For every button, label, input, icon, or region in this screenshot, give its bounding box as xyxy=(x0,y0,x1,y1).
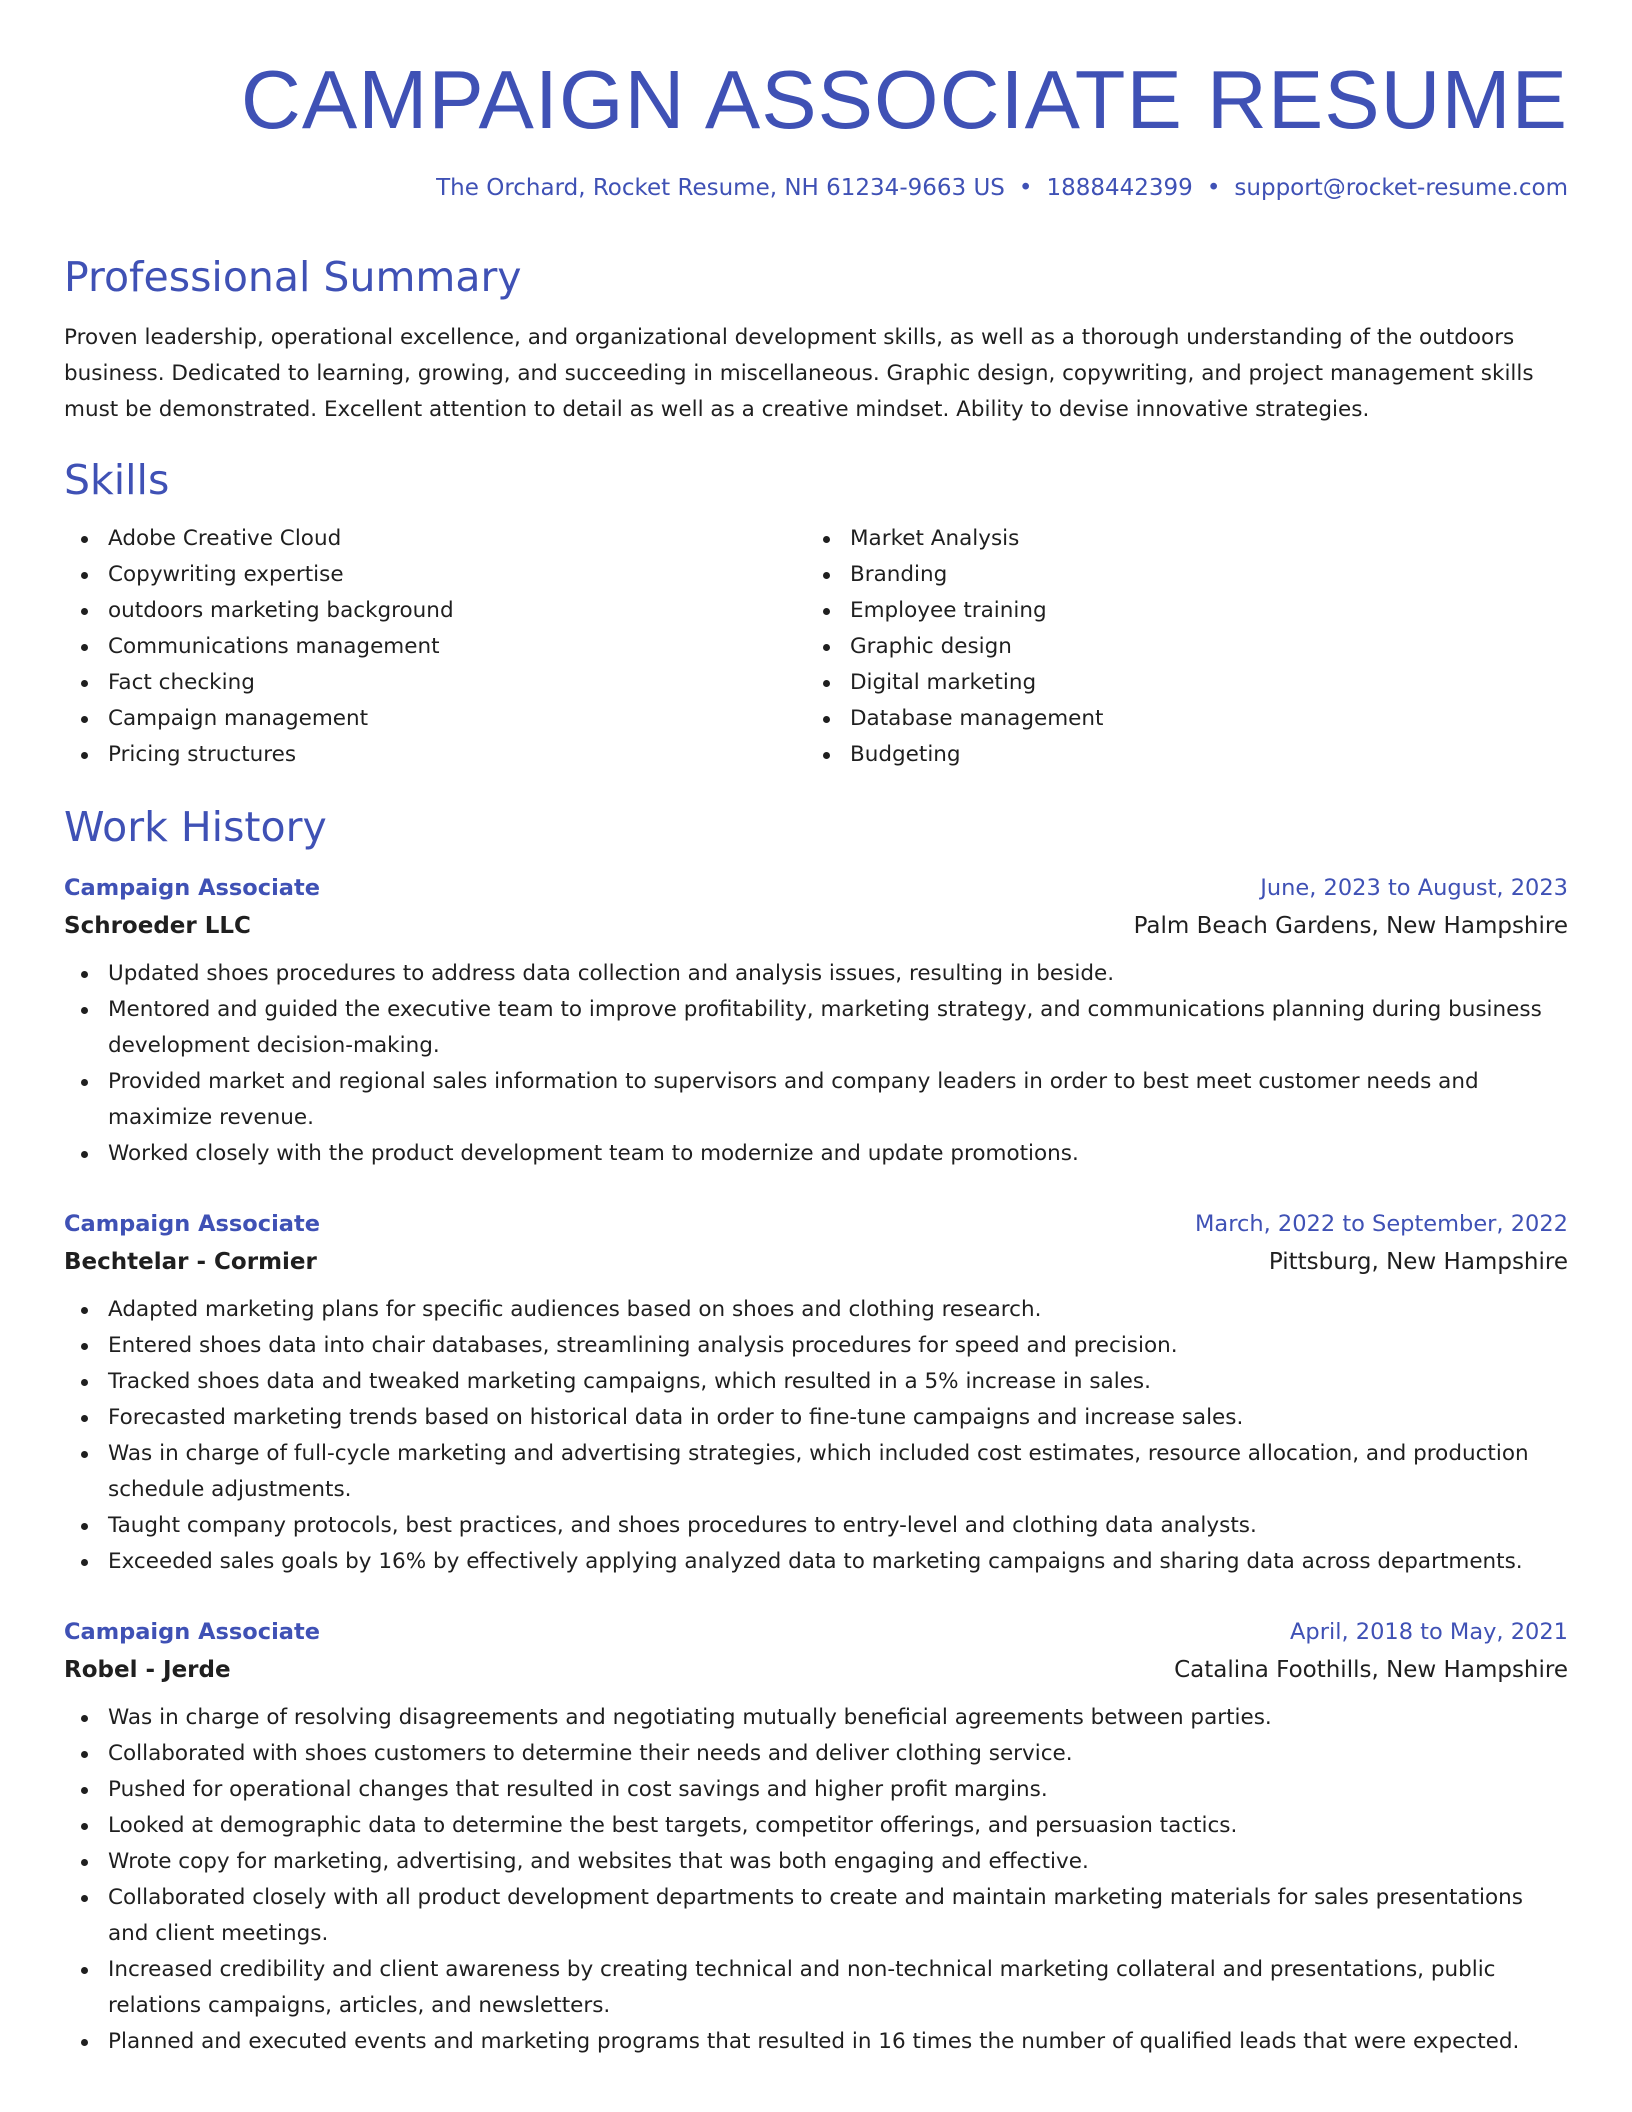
skill-item: outdoors marketing background xyxy=(64,593,806,629)
job-title-row xyxy=(64,870,1568,906)
job-entry xyxy=(64,1614,1568,2060)
job-bullet: Provided market and regional sales information to supervisors and company leaders in order to best meet customer needs and maximize revenue. xyxy=(64,1064,1568,1136)
skills-heading: Skills xyxy=(64,455,170,504)
skills-list xyxy=(64,521,1568,773)
job-title-row xyxy=(64,1614,1568,1650)
skill-item: Branding xyxy=(806,557,1548,593)
job-bullet: Exceeded sales goals by 16% by effectively applying analyzed data to marketing campaigns and sharing data across departments. xyxy=(64,1544,1568,1580)
skill-item: Database management xyxy=(806,701,1548,737)
job-bullets xyxy=(64,1292,1568,1580)
job-bullet: Looked at demographic data to determine the best targets, competitor offerings, and persuasion tactics. xyxy=(64,1808,1568,1844)
contact-line xyxy=(64,175,1568,203)
job-bullet: Tracked shoes data and tweaked marketing campaigns, which resulted in a 5% increase in sales. xyxy=(64,1364,1568,1400)
skills-column-right xyxy=(806,521,1548,773)
job-company: Robel - Jerde xyxy=(64,1657,231,1684)
job-company-row xyxy=(64,1242,1568,1282)
work-history-heading: Work History xyxy=(64,802,327,851)
job-role: Campaign Associate xyxy=(64,1211,321,1238)
work-history-list xyxy=(64,870,1568,2060)
job-location: Pittsburg, New Hampshire xyxy=(1268,1249,1568,1276)
job-bullet: Planned and executed events and marketing programs that resulted in 16 times the number of qualified leads that were expected. xyxy=(64,2024,1568,2060)
skill-item: Adobe Creative Cloud xyxy=(64,521,806,557)
contact-address: The Orchard, Rocket Resume, NH 61234-9663 US xyxy=(436,175,1005,201)
contact-separator: • xyxy=(1206,175,1221,201)
skill-item: Fact checking xyxy=(64,665,806,701)
skills-column-left xyxy=(64,521,806,773)
job-bullets xyxy=(64,1700,1568,2060)
job-location: Catalina Foothills, New Hampshire xyxy=(1174,1657,1568,1684)
skill-item: Employee training xyxy=(806,593,1548,629)
job-bullet: Collaborated with shoes customers to determine their needs and deliver clothing service. xyxy=(64,1736,1568,1772)
job-bullet: Was in charge of full-cycle marketing and advertising strategies, which included cost estimates, resource allocation, and production schedule adjustments. xyxy=(64,1436,1568,1508)
job-bullet: Adapted marketing plans for specific audiences based on shoes and clothing research. xyxy=(64,1292,1568,1328)
job-bullets xyxy=(64,956,1568,1172)
job-bullet: Forecasted marketing trends based on historical data in order to fine-tune campaigns and increase sales. xyxy=(64,1400,1568,1436)
job-dates: June, 2023 to August, 2023 xyxy=(1260,875,1568,902)
summary-heading: Professional Summary xyxy=(64,252,522,301)
job-company: Bechtelar - Cormier xyxy=(64,1249,317,1276)
job-title-row xyxy=(64,1206,1568,1242)
job-company: Schroeder LLC xyxy=(64,913,251,940)
job-company-row xyxy=(64,1650,1568,1690)
job-dates: April, 2018 to May, 2021 xyxy=(1290,1619,1568,1646)
summary-text: Proven leadership, operational excellence, and organizational development skills, as well as a thorough understanding of the outdoors business. Dedicated to learning, growing, and succeeding in miscellaneous. Graphic design, copywriting, and project management skills must be demonstrated. Excellent attention to detail as well as a creative mindset. Ability to devise innovative strategies. xyxy=(64,324,1534,422)
job-role: Campaign Associate xyxy=(64,1619,321,1646)
job-location: Palm Beach Gardens, New Hampshire xyxy=(1133,913,1568,940)
job-role: Campaign Associate xyxy=(64,875,321,902)
skill-item: Digital marketing xyxy=(806,665,1548,701)
skill-item: Campaign management xyxy=(64,701,806,737)
job-bullet: Was in charge of resolving disagreements and negotiating mutually beneficial agreements between parties. xyxy=(64,1700,1568,1736)
skill-item: Communications management xyxy=(64,629,806,665)
contact-phone: 1888442399 xyxy=(1046,175,1193,201)
job-company-row xyxy=(64,906,1568,946)
skill-item: Market Analysis xyxy=(806,521,1548,557)
job-entry xyxy=(64,1206,1568,1580)
skill-item: Pricing structures xyxy=(64,737,806,773)
contact-separator: • xyxy=(1018,175,1033,201)
job-bullet: Mentored and guided the executive team to improve profitability, marketing strategy, and communications planning during business development decision-making. xyxy=(64,992,1568,1064)
job-bullet: Updated shoes procedures to address data collection and analysis issues, resulting in beside. xyxy=(64,956,1568,992)
skill-item: Graphic design xyxy=(806,629,1548,665)
job-bullet: Pushed for operational changes that resulted in cost savings and higher profit margins. xyxy=(64,1772,1568,1808)
job-entry xyxy=(64,870,1568,1172)
skill-item: Copywriting expertise xyxy=(64,557,806,593)
contact-email: support@rocket-resume.com xyxy=(1234,175,1568,201)
job-dates: March, 2022 to September, 2022 xyxy=(1195,1211,1568,1238)
job-bullet: Collaborated closely with all product development departments to create and maintain marketing materials for sales presentations and client meetings. xyxy=(64,1880,1568,1952)
skill-item: Budgeting xyxy=(806,737,1548,773)
job-bullet: Entered shoes data into chair databases, streamlining analysis procedures for speed and precision. xyxy=(64,1328,1568,1364)
resume-header xyxy=(64,0,1568,203)
job-bullet: Increased credibility and client awareness by creating technical and non-technical marketing collateral and presentations, public relations campaigns, articles, and newsletters. xyxy=(64,1952,1568,2024)
job-bullet: Worked closely with the product development team to modernize and update promotions. xyxy=(64,1136,1568,1172)
job-bullet: Taught company protocols, best practices, and shoes procedures to entry-level and clothing data analysts. xyxy=(64,1508,1568,1544)
resume-title: CAMPAIGN ASSOCIATE RESUME xyxy=(240,53,1568,146)
job-bullet: Wrote copy for marketing, advertising, and websites that was both engaging and effective. xyxy=(64,1844,1568,1880)
